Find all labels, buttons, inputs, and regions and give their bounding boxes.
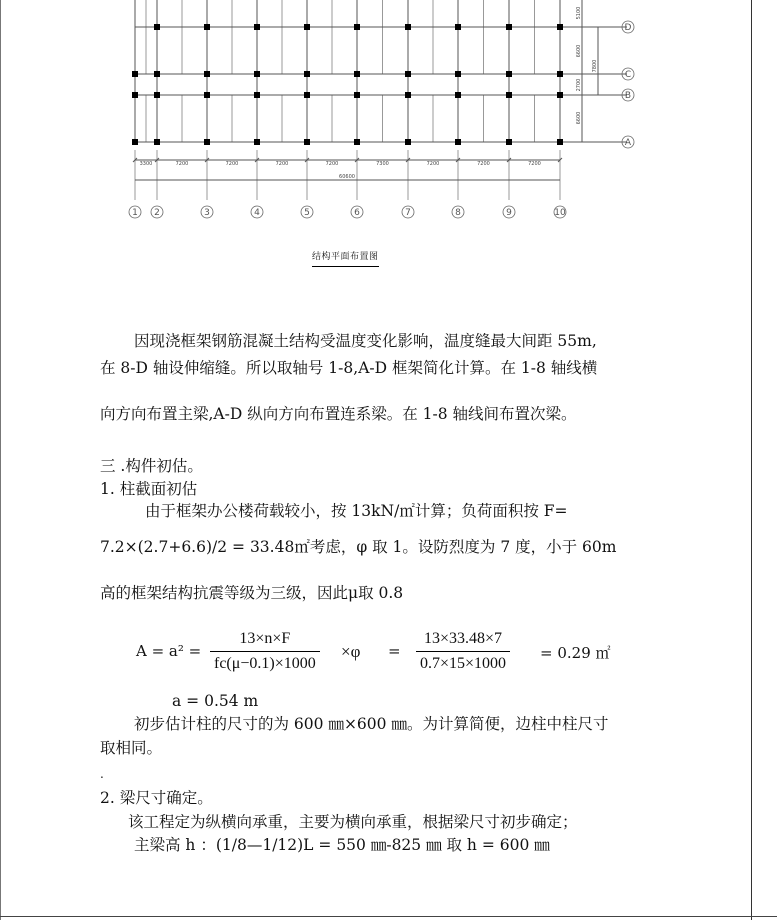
formula-times-phi: ×φ [341, 642, 361, 661]
column-square [154, 139, 160, 145]
para1-line2: 在 8-D 轴设伸缩缝。所以取轴号 1-8,A-D 框架简化计算。在 1-8 轴线横 [100, 359, 598, 377]
axis-number-label: 2 [154, 208, 160, 218]
column-square [506, 71, 512, 77]
section3-heading: 三 .构件初估。 [100, 457, 203, 475]
fraction-2-bar [416, 651, 510, 652]
a-value: a = 0.54 m [172, 692, 259, 710]
column-square [204, 71, 210, 77]
para1-line1: 因现浇框架钢筋混凝土结构受温度变化影响，温度缝最大间距 55m, [134, 332, 597, 350]
axis-letter-label: B [624, 91, 632, 101]
column-square [557, 92, 563, 98]
item1-line2: 7.2×(2.7+6.6)/2 = 33.48㎡考虑，φ 取 1。设防烈度为 7 度，小于 60m [100, 538, 617, 556]
page-border-bottom [0, 916, 777, 917]
column-square [154, 92, 160, 98]
dimension-label: 6600 [576, 44, 582, 58]
axis-number-label: 4 [254, 208, 260, 218]
axis-letter-label: A [624, 138, 632, 148]
dimension-label: 6600 [576, 111, 582, 125]
drawing-caption: 结构平面布置图 [312, 249, 379, 267]
item2-line2: 主梁高 h ：(1/8—1/12)L = 550 ㎜-825 ㎜ 取 h = 600 ㎜ [134, 836, 550, 854]
dimension-label: 7200 [325, 161, 339, 167]
fraction-2-numerator: 13×33.48×7 [424, 630, 503, 647]
column-square [455, 92, 461, 98]
axis-number-label: 10 [554, 208, 566, 218]
area-formula [136, 630, 656, 680]
column-square [254, 92, 260, 98]
fraction-1-denominator: fc(μ−0.1)×1000 [214, 655, 316, 672]
column-square [304, 71, 310, 77]
formula-fraction-2 [416, 630, 510, 673]
dimension-label: 7800 [592, 59, 598, 73]
item1-line1: 由于框架办公楼荷载较小，按 13kN/㎡计算；负荷面积按 F= [145, 502, 568, 520]
axis-number-label: 9 [506, 208, 512, 218]
formula-lhs: A = a² = [136, 642, 202, 660]
axis-number-label: 8 [455, 208, 461, 218]
column-square [506, 139, 512, 145]
column-square [154, 24, 160, 30]
column-square [557, 139, 563, 145]
dimension-label: 2700 [576, 78, 582, 92]
axis-number-label: 5 [304, 208, 310, 218]
column-square [354, 24, 360, 30]
column-square [557, 71, 563, 77]
item2-heading: 2. 梁尺寸确定。 [100, 789, 213, 807]
column-square [304, 139, 310, 145]
stray-dot: . [100, 767, 104, 781]
column-square [557, 24, 563, 30]
formula-fraction-1 [210, 630, 320, 673]
column-square [254, 139, 260, 145]
total-length-label: 60600 [339, 174, 355, 180]
structural-plan-drawing [0, 0, 760, 240]
column-square [405, 139, 411, 145]
dimension-label: 7200 [528, 161, 541, 167]
conclusion-line1: 初步估计柱的尺寸的为 600 ㎜×600 ㎜。为计算简便，边柱中柱尺寸 [134, 715, 609, 733]
axis-letter-label: D [624, 23, 632, 33]
column-square [132, 92, 138, 98]
formula-equals: = [388, 642, 401, 660]
dimension-label: 7300 [376, 161, 389, 167]
dimension-label: 5100 [576, 6, 582, 20]
dimension-label: 7200 [225, 161, 239, 167]
fraction-1-bar [210, 651, 320, 652]
column-square [455, 139, 461, 145]
dimension-label: 7200 [175, 161, 189, 167]
item2-line1: 该工程定为纵横向承重，主要为横向承重，根据梁尺寸初步确定； [128, 813, 578, 831]
dimension-label: 7200 [275, 161, 289, 167]
fraction-2-denominator: 0.7×15×1000 [420, 655, 507, 672]
column-square [204, 92, 210, 98]
conclusion-line2: 取相同。 [100, 739, 163, 757]
formula-result: = 0.29 ㎡ [540, 644, 611, 662]
column-square [405, 24, 411, 30]
dimension-label: 7200 [477, 161, 490, 167]
axis-number-label: 1 [132, 208, 138, 218]
column-square [506, 24, 512, 30]
axis-letter-label: C [624, 70, 632, 80]
axis-number-label: 6 [354, 208, 360, 218]
column-square [354, 139, 360, 145]
column-square [405, 92, 411, 98]
column-square [354, 71, 360, 77]
axis-number-label: 7 [405, 208, 411, 218]
column-square [132, 139, 138, 145]
column-square [204, 139, 210, 145]
fraction-1-numerator: 13×n×F [239, 630, 291, 647]
column-square [254, 71, 260, 77]
para1-line3: 向方向布置主梁,A-D 纵向方向布置连系梁。在 1-8 轴线间布置次梁。 [100, 405, 577, 423]
dimension-label: 3300 [139, 161, 153, 167]
dimension-label: 7200 [426, 161, 440, 167]
axis-number-label: 3 [204, 208, 210, 218]
item1-line3: 高的框架结构抗震等级为三级，因此μ取 0.8 [100, 584, 404, 602]
column-square [506, 92, 512, 98]
column-square [304, 92, 310, 98]
column-square [204, 24, 210, 30]
column-square [455, 24, 461, 30]
item1-heading: 1. 柱截面初估 [100, 480, 198, 498]
column-square [405, 71, 411, 77]
column-square [132, 71, 138, 77]
column-square [354, 92, 360, 98]
column-square [304, 24, 310, 30]
column-square [254, 24, 260, 30]
column-square [154, 71, 160, 77]
column-square [455, 71, 461, 77]
